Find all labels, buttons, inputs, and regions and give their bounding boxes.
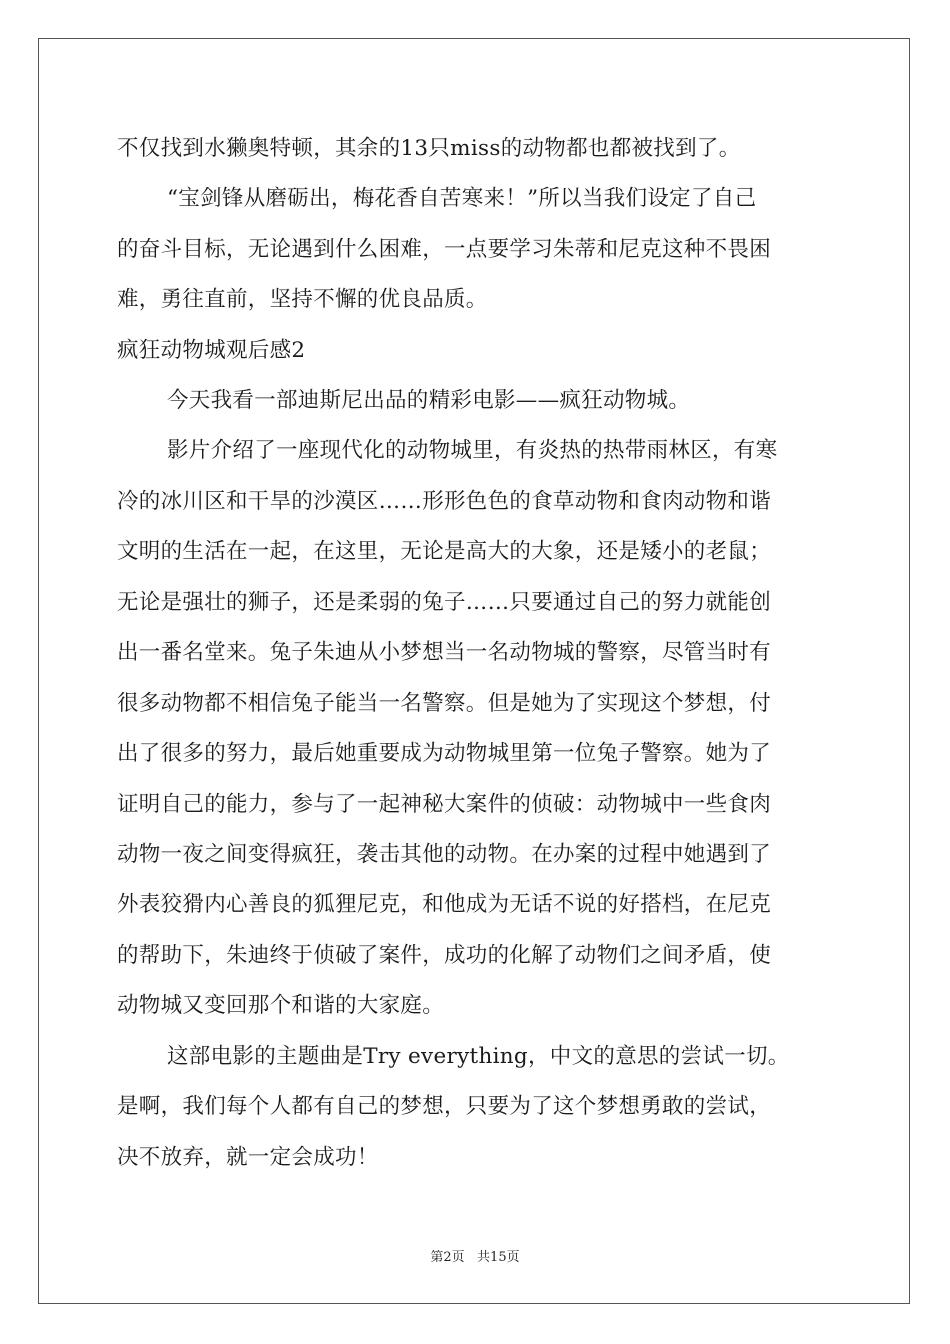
page-number-footer: 第2页 共15页 <box>430 1250 520 1265</box>
body-line: 证明自己的能力，参与了一起神秘大案件的侦破：动物城中一些食肉 <box>117 792 772 817</box>
body-line: 动物一夜之间变得疯狂，袭击其他的动物。在办案的过程中她遇到了 <box>117 842 772 867</box>
body-line: 这部电影的主题曲是Try everything，中文的意思的尝试一切。 <box>167 1044 790 1069</box>
body-line: 的帮助下，朱迪终于侦破了案件，成功的化解了动物们之间矛盾，使 <box>117 943 772 968</box>
body-line: 影片介绍了一座现代化的动物城里，有炎热的热带雨林区，有寒 <box>167 438 778 463</box>
body-line: 出了很多的努力，最后她重要成为动物城里第一位兔子警察。她为了 <box>117 741 772 766</box>
body-line: 文明的生活在一起，在这里，无论是高大的大象，还是矮小的老鼠； <box>117 539 772 564</box>
body-line: 今天我看一部迪斯尼出品的精彩电影——疯狂动物城。 <box>167 388 691 413</box>
body-line: 很多动物都不相信兔子能当一名警察。但是她为了实现这个梦想，付 <box>117 691 772 716</box>
body-line: 无论是强壮的狮子，还是柔弱的兔子……只要通过自己的努力就能创 <box>117 590 772 615</box>
body-line: 是啊，我们每个人都有自己的梦想，只要为了这个梦想勇敢的尝试， <box>117 1094 772 1119</box>
body-line: 外表狡猾内心善良的狐狸尼克，和他成为无话不说的好搭档，在尼克 <box>117 892 772 917</box>
body-line: 出一番名堂来。兔子朱迪从小梦想当一名动物城的警察，尽管当时有 <box>117 640 772 665</box>
body-line: 难，勇往直前，坚持不懈的优良品质。 <box>117 287 488 312</box>
body-line: 冷的冰川区和干旱的沙漠区……形形色色的食草动物和食肉动物和谐 <box>117 489 772 514</box>
body-line: 决不放弃，就一定会成功！ <box>117 1145 379 1170</box>
section-heading: 疯狂动物城观后感2 <box>117 338 306 363</box>
body-line: 的奋斗目标，无论遇到什么困难，一点要学习朱蒂和尼克这种不畏困 <box>117 237 772 262</box>
body-line: 不仅找到水獭奥特顿，其余的13只miss的动物都也都被找到了。 <box>117 136 741 161</box>
body-line: “宝剑锋从磨砺出，梅花香自苦寒来！”所以当我们设定了自己 <box>167 186 757 211</box>
body-line: 动物城又变回那个和谐的大家庭。 <box>117 993 445 1018</box>
